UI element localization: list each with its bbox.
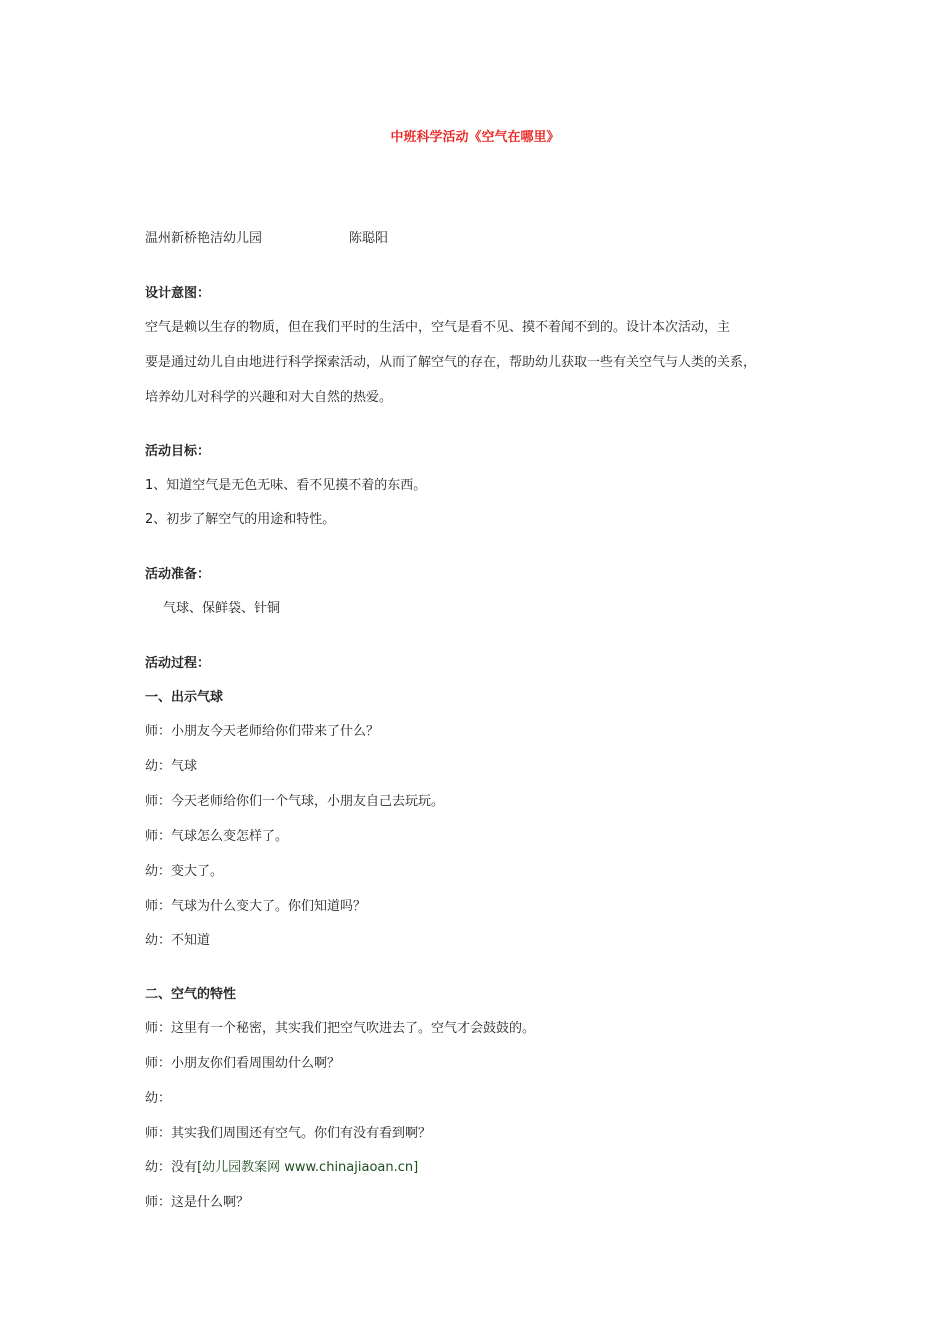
dialogue-line: 师：小朋友今天老师给你们带来了什么？ [145, 724, 380, 739]
author-name: 陈聪阳 [349, 231, 389, 246]
dialogue-line: 幼：气球 [145, 759, 198, 774]
dialogue-line: 师：小朋友你们看周围幼什么啊？ [145, 1056, 341, 1071]
school-name: 温州新桥艳洁幼儿园 [145, 231, 263, 246]
process-heading: 活动过程： [145, 656, 211, 671]
dialogue-line: 师：其实我们周围还有空气。你们有没有看到啊？ [145, 1126, 432, 1141]
dialogue-line: 师：气球怎么变怎样了。 [145, 829, 289, 844]
design-intent-line: 培养幼儿对科学的兴趣和对大自然的热爱。 [145, 390, 393, 405]
design-intent-line: 要是通过幼儿自由地进行科学探索活动，从而了解空气的存在，帮助幼儿获取一些有关空气与人类的关系， [145, 355, 757, 370]
dialogue-line: 幼： [145, 1091, 172, 1106]
goals-heading: 活动目标： [145, 444, 211, 459]
dialogue-line: 师：今天老师给你们一个气球，小朋友自己去玩玩。 [145, 794, 445, 809]
preparation-heading: 活动准备： [145, 567, 211, 582]
dialogue-line: 师：这是什么啊？ [145, 1195, 250, 1210]
document-title: 中班科学活动《空气在哪里》 [390, 130, 560, 145]
dialogue-line-prefix: 幼：没有 [145, 1160, 198, 1175]
website-link[interactable]: [幼儿园教案网 www.chinajiaoan.cn] [197, 1160, 419, 1175]
goal-item: 2、初步了解空气的用途和特性。 [145, 512, 336, 527]
dialogue-line-with-link [145, 1158, 418, 1178]
section2-heading: 二、空气的特性 [145, 987, 237, 1002]
section1-heading: 一、出示气球 [145, 690, 224, 705]
dialogue-line: 幼：不知道 [145, 933, 211, 948]
design-intent-line: 空气是赖以生存的物质，但在我们平时的生活中，空气是看不见、摸不着闻不到的。设计本次活动，主 [145, 320, 731, 335]
goal-item: 1、知道空气是无色无味、看不见摸不着的东西。 [145, 478, 427, 493]
dialogue-line: 幼：变大了。 [145, 864, 224, 879]
design-intent-heading: 设计意图： [145, 286, 211, 301]
dialogue-line: 师：这里有一个秘密，其实我们把空气吹进去了。空气才会鼓鼓的。 [145, 1021, 536, 1036]
preparation-text: 气球、保鲜袋、针铜 [163, 601, 281, 616]
dialogue-line: 师：气球为什么变大了。你们知道吗？ [145, 899, 367, 914]
